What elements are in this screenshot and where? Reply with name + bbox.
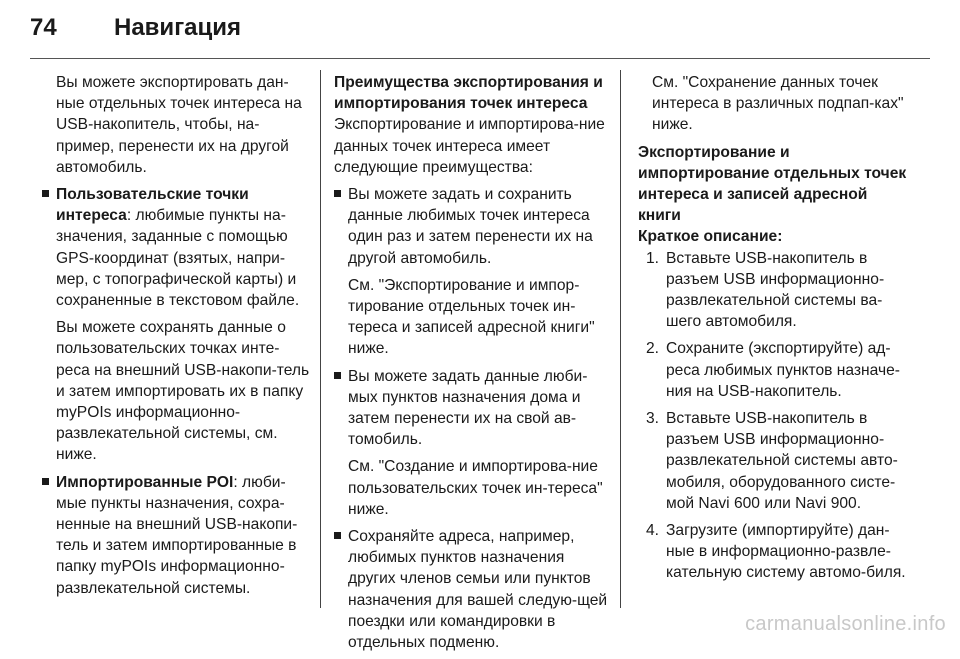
bullet-item — [42, 184, 312, 466]
section-heading: Преимущества экспортирования и импортирования точек интереса — [334, 74, 603, 113]
col2-intro: Экспортирование и импортирова-ние данных точек интереса имеет следующие преимущества: — [334, 116, 605, 176]
step-number: 1. — [646, 249, 660, 267]
bullet-subtext: См. "Экспортирование и импор-тирование отдельных точек ин-тереса и записей адресной книги" ниже. — [348, 276, 595, 358]
column-divider — [620, 70, 621, 608]
bullet-subtext: Вы можете сохранять данные о пользовательских точках инте-реса на внешний USB-накопи-тель и затем импортировать их в папку myPOIs информационно-развлекательной системы, см. ниже. — [56, 319, 310, 464]
col1-intro: Вы можете экспортировать дан-ные отдельных точек интереса на USB-накопитель, чтобы, на-пример, перенести их на другой автомобиль. — [56, 74, 302, 176]
step-number: 3. — [646, 410, 660, 428]
bullet-text: Сохраняйте адреса, например, любимых пунктов назначения других членов семьи или пунктов назначения для вашей следую-щей поездки или командировки в отдельных подменю. — [348, 528, 608, 652]
page-header — [0, 0, 960, 60]
bullet-item — [334, 366, 610, 520]
bullet-text: Вы можете задать и сохранить данные любимых точек интереса один раз и затем перенести их на другой автомобиль. — [348, 186, 593, 267]
bullet-square-icon — [42, 478, 49, 485]
page-number: 74 — [30, 14, 57, 41]
bullet-item — [334, 526, 610, 653]
step-item — [638, 248, 908, 333]
watermark: carmanualsonline.info — [745, 613, 946, 635]
step-item — [638, 520, 908, 584]
header-rule — [30, 58, 930, 59]
bullet-term: Пользовательские точки интереса — [56, 186, 249, 225]
bullet-item — [42, 472, 312, 599]
steps-list — [638, 248, 908, 584]
step-item — [638, 338, 908, 402]
bullet-square-icon — [334, 372, 341, 379]
bullet-text: Вы можете задать данные люби-мых пунктов назначения дома и затем перенести их на свой ав-томобиль. — [348, 367, 588, 449]
step-item — [638, 408, 908, 514]
bullet-square-icon — [42, 190, 49, 197]
bullet-subtext: См. "Создание и импортирова-ние пользовательских точек ин-тереса" ниже. — [348, 458, 603, 518]
column-divider — [320, 70, 321, 608]
step-text: Вставьте USB-накопитель в разъем USB информационно-развлекательной системы ва-шего автомобиля. — [666, 249, 885, 331]
step-number: 4. — [646, 522, 660, 540]
bullet-text: Импортированные POI: люби-мые пункты назначения, сохра-ненные на внешний USB-накопи-тель и затем импортированные в папку myPOIs информационно-развлекательной системы. — [56, 473, 298, 597]
step-text: Загрузите (импортируйте) дан-ные в информационно-развле-кательную систему автомо-биля. — [666, 522, 906, 582]
section-subheading: Краткое описание: — [638, 228, 783, 246]
step-number: 2. — [646, 340, 660, 358]
bullet-term: Импортированные POI — [56, 473, 234, 491]
page-title: Навигация — [114, 14, 242, 41]
bullet-square-icon — [334, 532, 341, 539]
step-text: Сохраните (экспортируйте) ад-реса любимых пунктов назначе-ния на USB-накопитель. — [666, 340, 900, 400]
bullet-text: Пользовательские точки интереса: любимые пункты на-значения, заданные с помощью GPS-координат (взятых, напри-мер, с топографической карты) и сохраненные в текстовом файле. — [56, 186, 300, 310]
column-3 — [638, 72, 908, 590]
column-1 — [42, 72, 312, 605]
section-heading: Экспортирование и импортирование отдельных точек интереса и записей адресной книги — [638, 143, 907, 225]
col3-intro: См. "Сохранение данных точек интереса в различных подпап-ках" ниже. — [652, 74, 904, 134]
bullet-square-icon — [334, 190, 341, 197]
column-2 — [334, 72, 610, 659]
step-text: Вставьте USB-накопитель в разъем USB информационно-развлекательной системы авто-мобиля, оборудованного систе-мой Navi 600 или Navi 900. — [666, 410, 898, 512]
bullet-item — [334, 184, 610, 360]
